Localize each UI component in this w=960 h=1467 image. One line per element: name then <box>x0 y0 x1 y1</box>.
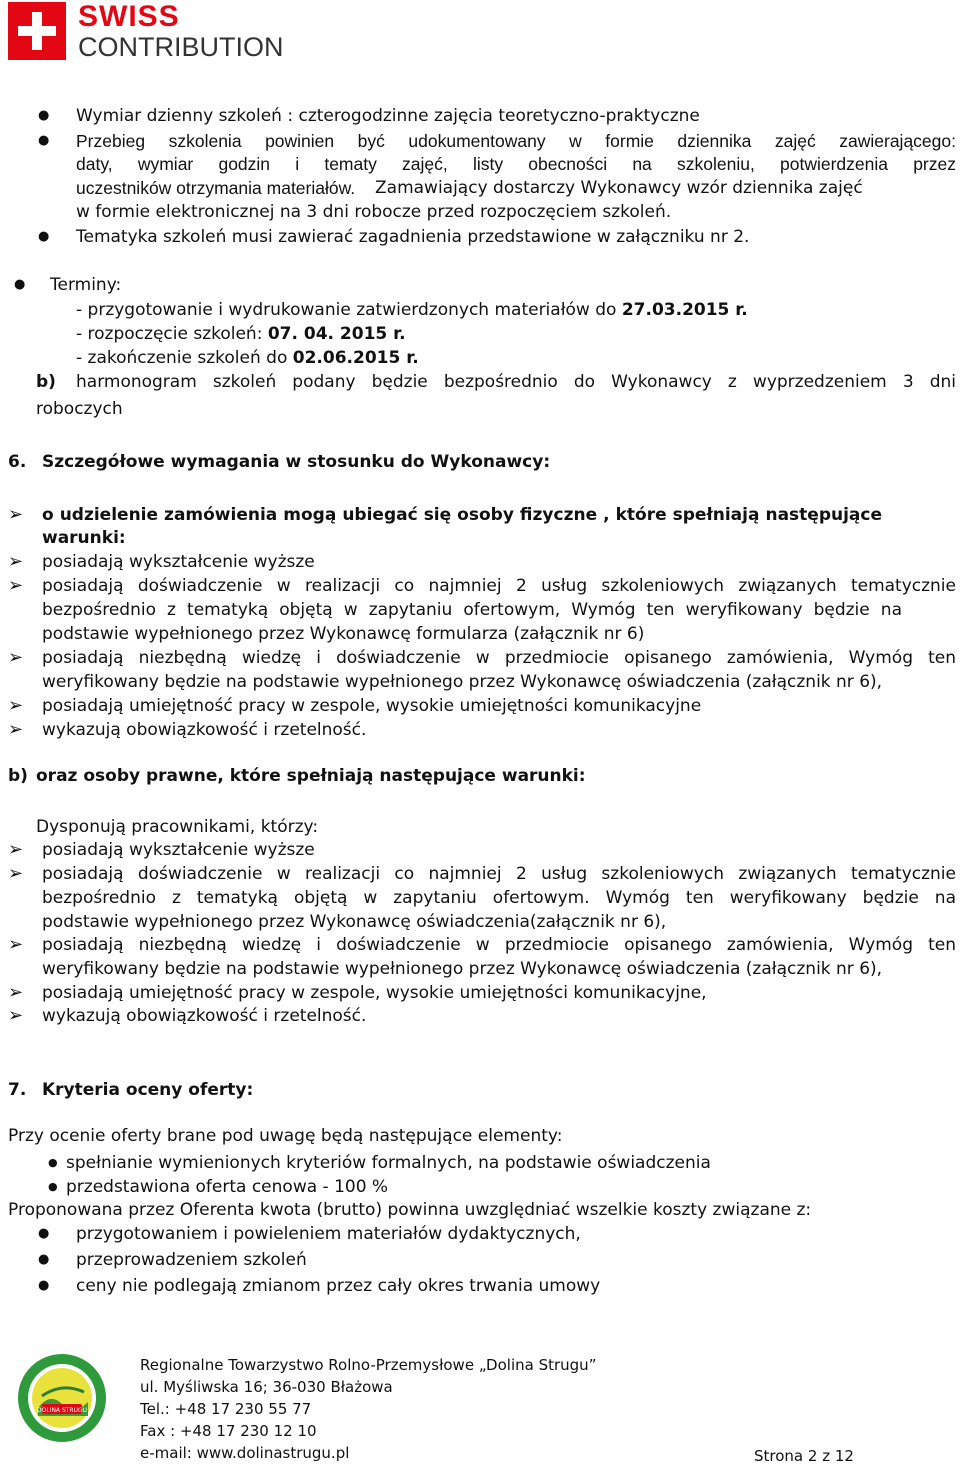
bullet-icon: ● <box>38 1226 50 1241</box>
text-line: warunki: <box>42 528 126 548</box>
arrow-bullet-icon: ➢ <box>8 934 24 955</box>
term-item <box>76 298 748 322</box>
dolina-strugu-logo-icon <box>16 1352 108 1444</box>
text-line: daty, wymiar godzin i tematy zajęć, listy obecności na szkoleniu, potwierdzenia przez <box>76 154 956 174</box>
page-number: Strona 2 z 12 <box>754 1447 854 1465</box>
section-number: 7. <box>8 1080 27 1100</box>
logo-contribution-text: CONTRIBUTION <box>78 32 284 62</box>
text-line: w formie elektronicznej na 3 dni robocze przed rozpoczęciem szkoleń. <box>76 202 672 222</box>
text-line: przygotowaniem i powieleniem materiałów dydaktycznych, <box>76 1224 581 1244</box>
term-date: 07. 04. 2015 r. <box>267 324 406 344</box>
footer-fax: Fax : +48 17 230 12 10 <box>140 1422 317 1440</box>
footer-address: ul. Myśliwska 16; 36-030 Błażowa <box>140 1378 393 1396</box>
text-line: przeprowadzeniem szkoleń <box>76 1250 307 1270</box>
text-line: o udzielenie zamówienia mogą ubiegać się osoby fizyczne , które spełniają następujące <box>42 505 882 525</box>
subsection-title: oraz osoby prawne, które spełniają następujące warunki: <box>36 766 586 786</box>
text-line: bezpośrednio z tematyką objętą w zapytaniu ofertowym, Wymóg ten weryfikowany będzie na <box>42 600 902 620</box>
bullet-icon: ● <box>38 1278 50 1293</box>
dolina-strugu-logo <box>16 1352 108 1444</box>
bullet-icon: ● <box>38 133 50 148</box>
text-line: Przebieg szkolenia powinien być udokumentowany w formie dziennika zajęć zawierającego: <box>76 131 956 151</box>
term-item <box>76 322 406 346</box>
arrow-bullet-icon: ➢ <box>8 719 24 740</box>
footer-org: Regionalne Towarzystwo Rolno-Przemysłowe „Dolina Strugu” <box>140 1356 597 1374</box>
text-line: weryfikowany będzie na podstawie wypełnionego przez Wykonawcę oświadczenia (załącznik nr 6), <box>42 672 883 692</box>
text-line: wykazują obowiązkowość i rzetelność. <box>42 720 367 740</box>
section-title: Kryteria oceny oferty: <box>42 1080 254 1100</box>
text-line: posiadają doświadczenie w realizacji co najmniej 2 usług szkoleniowych związanych tematycznie <box>42 576 956 596</box>
text-line: Zamawiający dostarczy Wykonawcy wzór dziennika zajęć <box>375 178 863 198</box>
arrow-bullet-icon: ➢ <box>8 982 24 1003</box>
footer-tel: Tel.: +48 17 230 55 77 <box>140 1400 312 1418</box>
arrow-bullet-icon: ➢ <box>8 1005 24 1026</box>
text-line: posiadają niezbędną wiedzę i doświadczenie w przedmiocie opisanego zamówienia, Wymóg ten <box>42 935 956 955</box>
text-line: bezpośrednio z tematyką objętą w zapytaniu ofertowym. Wymóg ten weryfikowany będzie na <box>42 888 956 908</box>
text-line: harmonogram szkoleń podany będzie bezpośrednio do Wykonawcy z wyprzedzeniem 3 dni <box>76 372 956 392</box>
bullet-icon: ● <box>38 108 50 123</box>
text-line: posiadają umiejętność pracy w zespole, wysokie umiejętności komunikacyjne <box>42 696 702 716</box>
text-line: posiadają niezbędną wiedzę i doświadczenie w przedmiocie opisanego zamówienia, Wymóg ten <box>42 648 956 668</box>
text-line: roboczych <box>36 399 123 419</box>
text-line: spełnianie wymienionych kryteriów formalnych, na podstawie oświadczenia <box>66 1153 711 1173</box>
term-item <box>76 346 419 370</box>
term-date: 02.06.2015 r. <box>292 348 419 368</box>
text-line: ceny nie podlegają zmianom przez cały okres trwania umowy <box>76 1276 601 1296</box>
bullet-icon: ● <box>48 1156 58 1169</box>
term-text: - rozpoczęcie szkoleń: <box>76 324 268 344</box>
text-line: posiadają doświadczenie w realizacji co najmniej 2 usług szkoleniowych związanych tematycznie <box>42 864 956 884</box>
text-line: posiadają wykształcenie wyższe <box>42 840 315 860</box>
arrow-bullet-icon: ➢ <box>8 695 24 716</box>
text-line: Proponowana przez Oferenta kwota (brutto) powinna uwzględniać wszelkie koszty związane z: <box>8 1200 812 1220</box>
text-line: podstawie wypełnionego przez Wykonawcę oświadczenia(załącznik nr 6), <box>42 912 667 932</box>
arrow-bullet-icon: ➢ <box>8 839 24 860</box>
text-line: Przy ocenie oferty brane pod uwagę będą następujące elementy: <box>8 1126 563 1146</box>
list-letter: b) <box>8 766 28 786</box>
arrow-bullet-icon: ➢ <box>8 863 24 884</box>
text-line: Wymiar dzienny szkoleń : czterogodzinne zajęcia teoretyczno-praktyczne <box>76 106 700 126</box>
arrow-bullet-icon: ➢ <box>8 575 24 596</box>
term-text: - przygotowanie i wydrukowanie zatwierdzonych materiałów do <box>76 300 622 320</box>
footer-email: e-mail: www.dolinastrugu.pl <box>140 1444 350 1462</box>
text-line: podstawie wypełnionego przez Wykonawcę formularza (załącznik nr 6) <box>42 624 645 644</box>
arrow-bullet-icon: ➢ <box>8 551 24 572</box>
terms-label: Terminy: <box>50 275 122 295</box>
text-line: posiadają umiejętność pracy w zespole, wysokie umiejętności komunikacyjne, <box>42 983 707 1003</box>
list-letter: b) <box>36 372 56 392</box>
text-line: wykazują obowiązkowość i rzetelność. <box>42 1006 367 1026</box>
bullet-icon: ● <box>14 277 26 292</box>
text-line: Tematyka szkoleń musi zawierać zagadnienia przedstawione w załączniku nr 2. <box>76 227 750 247</box>
text-line: Dysponują pracownikami, którzy: <box>36 817 319 837</box>
arrow-bullet-icon: ➢ <box>8 504 24 525</box>
text-line: przedstawiona oferta cenowa - 100 % <box>66 1177 389 1197</box>
swiss-flag-icon <box>8 2 66 60</box>
section-number: 6. <box>8 452 27 472</box>
text-line <box>76 176 355 200</box>
term-date: 27.03.2015 r. <box>621 300 748 320</box>
text-fragment: uczestników otrzymania materiałów. <box>76 178 356 198</box>
bullet-icon: ● <box>48 1180 58 1193</box>
text-line: posiadają wykształcenie wyższe <box>42 552 315 572</box>
bullet-icon: ● <box>38 1252 50 1267</box>
logo-swiss-text: SWISS <box>78 0 180 33</box>
bullet-icon: ● <box>38 229 50 244</box>
section-title: Szczegółowe wymagania w stosunku do Wykonawcy: <box>42 452 551 472</box>
text-line: weryfikowany będzie na podstawie wypełnionego przez Wykonawcę oświadczenia (załącznik nr 6), <box>42 959 883 979</box>
term-text: - zakończenie szkoleń do <box>76 348 293 368</box>
logo-text: DOLINA STRUGU <box>36 1407 88 1414</box>
swiss-contribution-logo <box>8 2 298 64</box>
arrow-bullet-icon: ➢ <box>8 647 24 668</box>
